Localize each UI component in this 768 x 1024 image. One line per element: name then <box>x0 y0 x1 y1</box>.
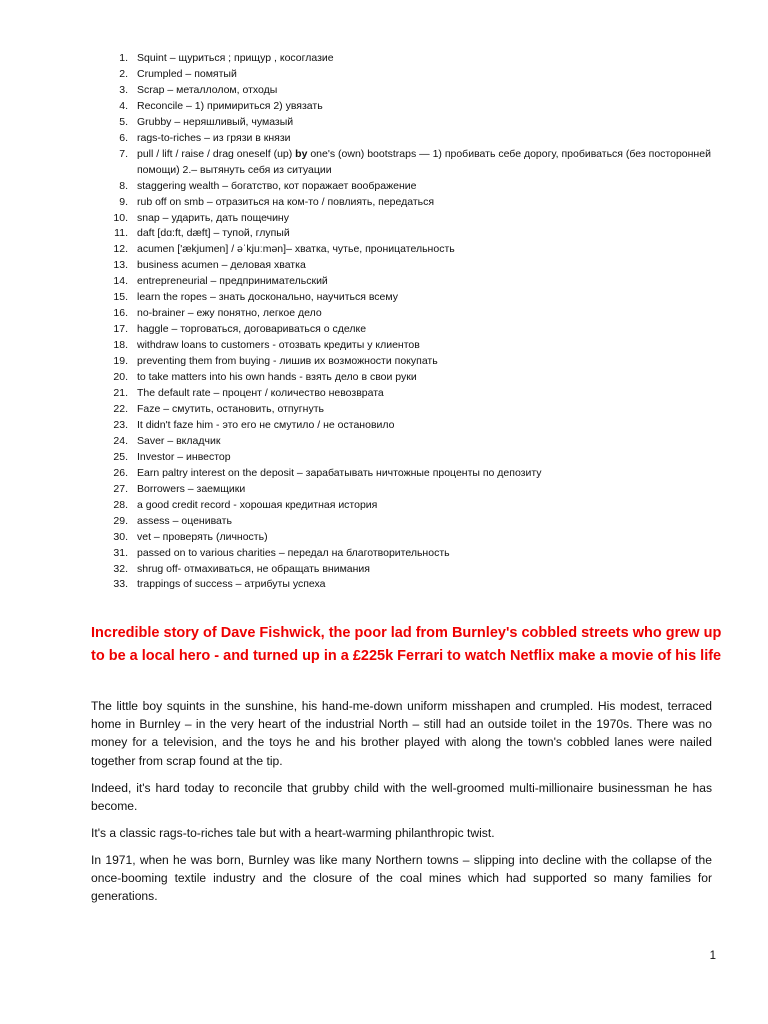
list-text: shrug off- отмахиваться, не обращать внимания <box>137 562 370 575</box>
list-item <box>104 530 716 546</box>
list-number: 26. <box>113 466 128 479</box>
list-item <box>104 546 716 562</box>
list-number: 30. <box>113 530 128 543</box>
list-number: 2. <box>119 67 128 80</box>
list-number: 5. <box>119 115 128 128</box>
list-number: 15. <box>113 291 128 304</box>
list-number: 1. <box>119 52 128 64</box>
list-text: preventing them from buying - лишив их возможности покупать <box>137 355 438 368</box>
list-number: 13. <box>113 259 128 272</box>
list-text: rags-to-riches – из грязи в князи <box>137 131 291 144</box>
list-text: entrepreneurial – предпринимательский <box>137 275 328 288</box>
list-text-start: pull / lift / raise / drag oneself (up) <box>137 147 296 160</box>
list-text: Scrap – металлолом, отходы <box>137 83 278 96</box>
list-item <box>104 386 716 402</box>
list-item <box>104 434 716 450</box>
article-paragraph: Indeed, it's hard today to reconcile that grubby child with the well-groomed multi-millionaire businessman he has become. <box>91 781 712 814</box>
list-text: Earn paltry interest on the deposit – зарабатывать ничтожные проценты по депозиту <box>137 466 542 479</box>
list-number: 4. <box>119 99 128 112</box>
list-item <box>104 274 716 290</box>
list-text-end: one's (own) bootstraps — 1) пробивать себе дорогу, пробиваться (без посторонней помощи) 2.– вытянуть себя из ситуации <box>137 147 711 176</box>
list-number: 27. <box>113 482 128 495</box>
list-item <box>104 562 716 578</box>
list-text: Crumpled – помятый <box>137 67 237 80</box>
list-item <box>104 498 716 514</box>
list-number: 23. <box>113 418 128 431</box>
list-number: 33. <box>113 578 128 591</box>
list-text: Faze – смутить, остановить, отпугнуть <box>137 402 324 415</box>
list-item <box>104 290 716 306</box>
list-item <box>104 482 716 498</box>
list-item <box>104 306 716 322</box>
list-text-bold: by <box>295 147 308 160</box>
list-number: 22. <box>113 402 128 415</box>
list-text: The default rate – процент / количество невозврата <box>137 387 384 400</box>
list-item <box>104 450 716 466</box>
list-number: 20. <box>113 371 128 384</box>
list-number: 17. <box>113 323 128 336</box>
list-text: passed on to various charities – передал на благотворительность <box>137 546 450 559</box>
list-item <box>104 338 716 354</box>
list-text: haggle – торговаться, договариваться о сделке <box>137 323 367 336</box>
list-text: to take matters into his own hands - взять дело в свои руки <box>137 371 417 384</box>
list-number: 19. <box>113 355 128 368</box>
list-number: 14. <box>113 275 128 288</box>
list-number: 8. <box>119 179 128 192</box>
list-text: Borrowers – заемщики <box>137 482 246 495</box>
list-number: 31. <box>113 546 128 559</box>
list-text: learn the ropes – знать досконально, научиться всему <box>137 291 398 304</box>
list-text: Grubby – неряшливый, чумазый <box>137 115 294 128</box>
article-title: Incredible story of Dave Fishwick, the poor lad from Burnley's cobbled streets who grew up to be a local hero - and turned up in a £225k Ferrari to watch Netflix make a movie of his life <box>91 625 722 664</box>
list-number: 11. <box>114 227 128 240</box>
list-number: 16. <box>113 307 128 320</box>
list-item <box>104 354 716 370</box>
list-text: Investor – инвестор <box>137 450 231 463</box>
list-text: assess – оценивать <box>137 514 232 527</box>
list-item <box>104 242 716 258</box>
list-number: 18. <box>113 339 128 352</box>
list-text: trappings of success – атрибуты успеха <box>137 578 326 591</box>
list-item <box>104 67 716 83</box>
list-number: 32. <box>113 562 128 575</box>
list-item <box>104 147 716 179</box>
list-text: no-brainer – ежу понятно, легкое дело <box>137 307 322 320</box>
article-paragraph: In 1971, when he was born, Burnley was like many Northern towns – slipping into decline with the collapse of the once-booming textile industry and the closure of the coal mines which had supported so many families for generations. <box>91 853 712 904</box>
list-text: acumen ['ækjumen] / əˈkjuːmən]– хватка, чутье, проницательность <box>137 243 455 256</box>
list-text: a good credit record - хорошая кредитная история <box>137 498 378 511</box>
page-number: 1 <box>709 950 716 962</box>
list-text: rub off on smb – отразиться на ком-то / повлиять, передаться <box>137 195 435 208</box>
list-item <box>104 99 716 115</box>
list-text <box>137 148 711 176</box>
list-item <box>104 577 716 593</box>
list-text: staggering wealth – богатство, кот поражает воображение <box>137 179 417 192</box>
article-paragraph: The little boy squints in the sunshine, his hand-me-down uniform misshapen and crumpled. His modest, terraced home in Burnley – in the very heart of the industrial North – still had an outside toilet in the 1970s. There was no money for a television, and the toys he and his brother played with along the town's cobbled lanes were nailed together from scrap found at the tip. <box>91 699 712 768</box>
list-number: 29. <box>113 514 128 527</box>
list-text: daft [dɑ:ft, dæft] – тупой, глупый <box>137 227 290 240</box>
list-item <box>104 258 716 274</box>
list-item <box>104 370 716 386</box>
list-item <box>104 115 716 131</box>
list-number: 10. <box>113 211 128 224</box>
list-item <box>104 195 716 211</box>
list-number: 6. <box>119 131 128 144</box>
list-text: withdraw loans to customers - отозвать кредиты у клиентов <box>137 339 420 352</box>
list-item <box>104 466 716 482</box>
list-number: 21. <box>113 387 128 400</box>
vocabulary-list <box>104 51 716 593</box>
list-number: 25. <box>113 450 128 463</box>
list-number: 3. <box>119 83 128 96</box>
list-item <box>104 514 716 530</box>
list-text: Reconcile – 1) примириться 2) увязать <box>137 99 323 112</box>
list-number: 12. <box>113 243 128 256</box>
list-number: 7. <box>119 147 128 160</box>
list-item <box>104 322 716 338</box>
list-text: It didn't faze him - это его не смутило / не остановило <box>137 418 395 431</box>
list-item <box>104 402 716 418</box>
list-text: vet – проверять (личность) <box>137 530 268 543</box>
list-item <box>104 131 716 147</box>
list-number: 28. <box>113 498 128 511</box>
list-item <box>104 51 716 67</box>
list-item <box>104 83 716 99</box>
list-text: Squint – щуриться ; прищур , косоглазие <box>137 52 334 64</box>
list-item <box>104 211 716 227</box>
list-number: 24. <box>113 434 128 447</box>
list-item <box>104 418 716 434</box>
list-text: business acumen – деловая хватка <box>137 259 306 272</box>
list-item <box>104 226 716 242</box>
list-text: snap – ударить, дать пощечину <box>137 211 289 224</box>
list-number: 9. <box>119 195 128 208</box>
list-text: Saver – вкладчик <box>137 434 221 447</box>
list-item <box>104 179 716 195</box>
article-paragraph: It's a classic rags-to-riches tale but with a heart-warming philanthropic twist. <box>91 826 495 840</box>
